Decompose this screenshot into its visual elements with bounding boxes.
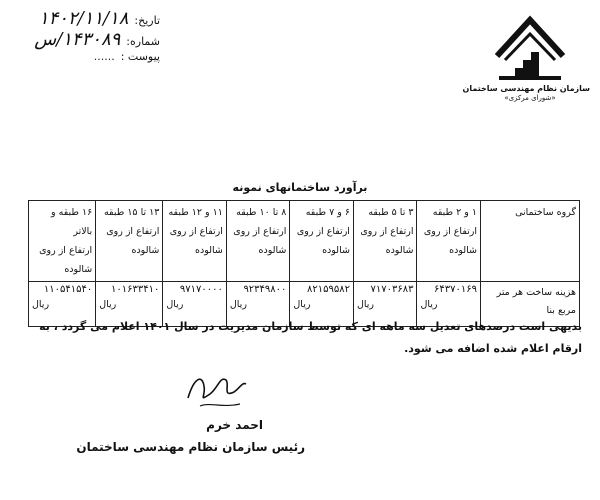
column-label: ۶ و ۷ طبقه — [305, 207, 350, 218]
date-row — [10, 8, 160, 29]
date-value: ۱۴۰۲/۱۱/۱۸ — [38, 8, 129, 29]
number-row — [10, 29, 160, 50]
cost-value: ۱۱۰۵۴۱۵۴۰ — [43, 284, 93, 295]
signature-block — [76, 368, 305, 468]
unit-label: ریال — [420, 299, 438, 310]
column-header — [29, 201, 96, 282]
row-header: هزینه ساخت هر متر مربع بنا — [481, 282, 580, 327]
column-label: ۳ تا ۵ طبقه — [368, 207, 414, 218]
letter-meta — [10, 8, 160, 71]
stairs-roof-logo-icon — [491, 10, 569, 82]
column-header — [353, 201, 417, 282]
column-sub: ارتفاع از روی شالوده — [39, 245, 93, 275]
logo-title: سازمان نظام مهندسی ساختمان — [462, 84, 590, 93]
cost-value: ۷۱۷۰۳۶۸۳ — [370, 284, 414, 295]
column-label: ۱۳ تا ۱۵ طبقه — [103, 207, 160, 218]
organization-logo — [462, 10, 590, 120]
attachment-label: پیوست : — [120, 50, 160, 63]
unit-label: ریال — [99, 299, 117, 310]
table-title: برآورد ساختمانهای نمونه — [232, 181, 368, 194]
group-header: گروه ساختمانی — [481, 201, 580, 282]
cost-value: ۸۲۱۵۹۵۸۲ — [306, 284, 350, 295]
unit-label: ریال — [32, 299, 50, 310]
column-header — [96, 201, 163, 282]
column-sub: ارتفاع از روی شالوده — [169, 226, 223, 256]
signatory-title: رئیس سازمان نظام مهندسی ساختمان — [76, 440, 305, 454]
number-label: شماره: — [126, 35, 160, 48]
unit-label: ریال — [293, 299, 311, 310]
handwritten-signature-icon — [180, 368, 250, 414]
table-header-row — [29, 201, 580, 282]
attachment-value: ...... — [93, 50, 115, 63]
unit-label: ریال — [166, 299, 184, 310]
logo-subtitle: «شورای مرکزی» — [504, 94, 556, 102]
unit-label: ریال — [229, 299, 247, 310]
date-label: تاریخ: — [134, 14, 160, 27]
column-header — [226, 201, 290, 282]
note-paragraph: بدیهی است درصدهای تعدیل سه ماهه ای که توسط سازمان مدیریت در سال ۱۴۰۱ اعلام می گردد ، به ارقام اعلام شده اضافه می شود. — [39, 320, 582, 355]
cost-value: ۹۷۱۷۰۰۰۰ — [179, 284, 223, 295]
column-header — [417, 201, 481, 282]
column-label: ۱۶ طبقه و بالاتر — [51, 207, 93, 237]
column-sub: ارتفاع از روی شالوده — [423, 226, 477, 256]
cost-value: ۶۴۳۷۰۱۶۹ — [434, 284, 477, 295]
column-sub: ارتفاع از روی شالوده — [106, 226, 160, 256]
column-label: ۱ و ۲ طبقه — [432, 207, 477, 218]
estimate-table — [28, 200, 580, 327]
number-value: ۱۴۳۰۸۹/س — [34, 29, 121, 50]
column-sub: ارتفاع از روی شالوده — [360, 226, 414, 256]
unit-label: ریال — [356, 299, 374, 310]
column-header — [163, 201, 227, 282]
column-sub: ارتفاع از روی شالوده — [296, 226, 350, 256]
column-label: ۱۱ و ۱۲ طبقه — [168, 207, 223, 218]
column-sub: ارتفاع از روی شالوده — [233, 226, 287, 256]
cost-value: ۱۰۱۶۳۳۴۱۰ — [111, 284, 160, 295]
column-header — [290, 201, 354, 282]
attachment-row — [10, 50, 160, 71]
signatory-name: احمد خرم — [206, 418, 263, 432]
cost-value: ۹۲۳۴۹۸۰۰ — [243, 284, 287, 295]
column-label: ۸ تا ۱۰ طبقه — [236, 207, 287, 218]
